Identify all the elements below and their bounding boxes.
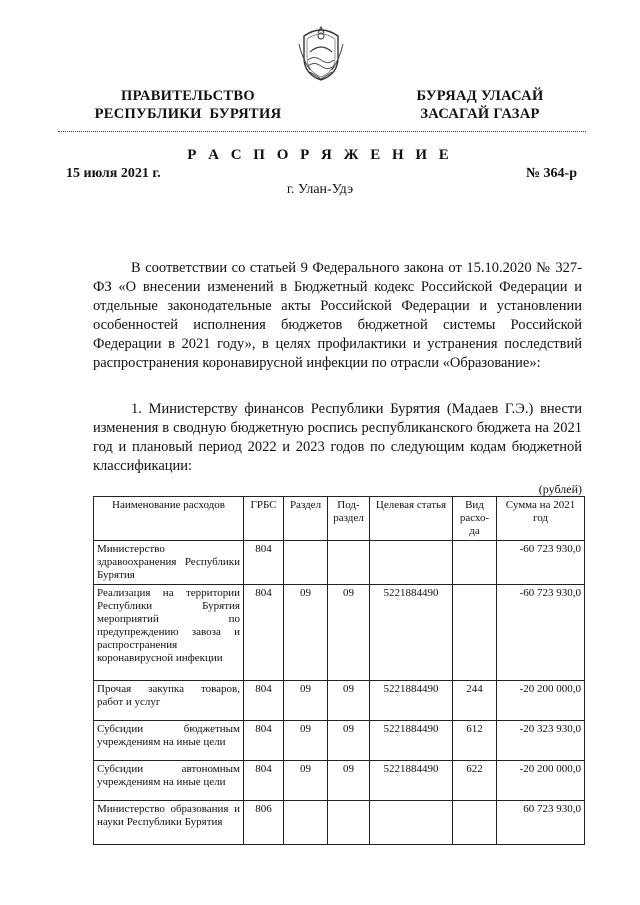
org-left-line1: ПРАВИТЕЛЬСТВО [121, 88, 255, 104]
cell-name: Министерство здравоохранения Республики Бурятия [94, 541, 244, 585]
cell-grbs: 804 [244, 721, 284, 761]
header-razdel: Раздел [284, 497, 328, 541]
cell-sum: -60 723 930,0 [497, 585, 585, 681]
cell-sum: -20 200 000,0 [497, 761, 585, 801]
cell-vid [453, 585, 497, 681]
cell-vid: 612 [453, 721, 497, 761]
org-right-line2: ЗАСАГАЙ ГАЗАР [420, 106, 540, 122]
cell-razdel [284, 541, 328, 585]
cell-sum: -60 723 930,0 [497, 541, 585, 585]
cell-razdel: 09 [284, 721, 328, 761]
cell-article [370, 801, 453, 845]
table-row [94, 761, 585, 801]
org-right-line1: БУРЯАД УЛАСАЙ [416, 88, 544, 104]
document-city: г. Улан-Удэ [286, 182, 354, 197]
header-grbs: ГРБС [244, 497, 284, 541]
cell-podrazdel: 09 [328, 585, 370, 681]
header-separator [58, 131, 586, 132]
cell-name: Министерство образования и науки Республики Бурятия [94, 801, 244, 845]
paragraph-preamble: В соответствии со статьей 9 Федерального закона от 15.10.2020 № 327-ФЗ «О внесении изменений в Бюджетный кодекс Российской Федерации и отдельные законодательные акты Российской Федерации и установлении особенностей исполнения бюджетов бюджетной системы Российской Федерации в 2021 году», в целях профилактики и устранения последствий распространения коронавирусной инфекции по отрасли «Образование»: [93, 260, 582, 371]
cell-grbs: 804 [244, 585, 284, 681]
table-row [94, 541, 585, 585]
org-left-line2: РЕСПУБЛИКИ БУРЯТИЯ [94, 106, 282, 122]
cell-grbs: 804 [244, 541, 284, 585]
cell-article: 5221884490 [370, 585, 453, 681]
cell-grbs: 804 [244, 761, 284, 801]
table-header-row [94, 497, 585, 541]
document-number: № 364-р [525, 166, 577, 181]
cell-grbs: 806 [244, 801, 284, 845]
cell-razdel: 09 [284, 585, 328, 681]
cell-vid: 622 [453, 761, 497, 801]
cell-grbs: 804 [244, 681, 284, 721]
cell-name: Реализация на территории Республики Бурятия мероприятий по предупреждению завоза и распространения коронавирусной инфекции [94, 585, 244, 681]
org-name-buryat [405, 87, 555, 123]
budget-table [93, 496, 585, 845]
cell-vid: 244 [453, 681, 497, 721]
cell-razdel: 09 [284, 681, 328, 721]
cell-podrazdel: 09 [328, 761, 370, 801]
cell-razdel [284, 801, 328, 845]
table-units: (рублей) [538, 482, 582, 496]
cell-sum: -20 323 930,0 [497, 721, 585, 761]
cell-article: 5221884490 [370, 721, 453, 761]
cell-article [370, 541, 453, 585]
table-row [94, 681, 585, 721]
cell-podrazdel [328, 541, 370, 585]
header-podrazdel: Под-раздел [328, 497, 370, 541]
cell-vid [453, 541, 497, 585]
cell-article: 5221884490 [370, 681, 453, 721]
cell-podrazdel [328, 801, 370, 845]
table-row [94, 801, 585, 845]
cell-article: 5221884490 [370, 761, 453, 801]
cell-name: Субсидии автономным учреждениям на иные цели [94, 761, 244, 801]
document-type: Р А С П О Р Я Ж Е Н И Е [187, 147, 453, 163]
cell-vid [453, 801, 497, 845]
cell-sum: -20 200 000,0 [497, 681, 585, 721]
header-name: Наименование расходов [94, 497, 244, 541]
paragraph-item-1: 1. Министерству финансов Республики Бурятия (Мадаев Г.Э.) внести изменения в сводную бюджетную роспись республиканского бюджета на 2021 год и плановый период 2022 и 2023 годов по следующим кодам бюджетной классификации: [93, 401, 582, 474]
cell-sum: 60 723 930,0 [497, 801, 585, 845]
table-row [94, 585, 585, 681]
cell-razdel: 09 [284, 761, 328, 801]
cell-name: Прочая закупка товаров, работ и услуг [94, 681, 244, 721]
header-sum: Сумма на 2021 год [497, 497, 585, 541]
cell-podrazdel: 09 [328, 681, 370, 721]
document-date: 15 июля 2021 г. [66, 166, 161, 181]
header-article: Целевая статья [370, 497, 453, 541]
table-row [94, 721, 585, 761]
org-name-russian [88, 87, 288, 123]
cell-name: Субсидии бюджетным учреждениям на иные цели [94, 721, 244, 761]
cell-podrazdel: 09 [328, 721, 370, 761]
header-vid: Вид расхо-да [453, 497, 497, 541]
republic-emblem-icon [296, 22, 346, 82]
